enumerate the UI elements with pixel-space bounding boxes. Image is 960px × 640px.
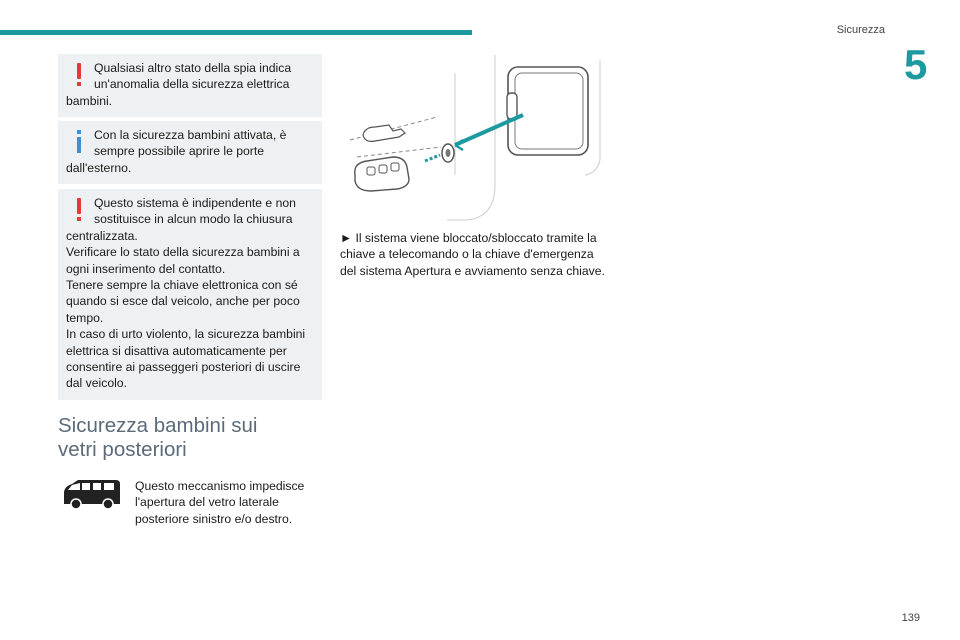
warning-note-line: Questo sistema è indipendente e non sostituisce in alcun modo la chiusura centralizzata. <box>66 196 296 243</box>
warning-note-line: Tenere sempre la chiave elettronica con sé quando si esce dal veicolo, anche per poco tempo. <box>66 278 300 325</box>
chapter-number: 5 <box>904 41 928 88</box>
warning-icon <box>66 195 94 227</box>
info-icon <box>66 127 94 159</box>
warning-note-line: Verificare lo stato della sicurezza bambini a ogni inserimento del contatto. <box>66 245 300 276</box>
warning-note-1 <box>58 54 322 117</box>
warning-note-line: In caso di urto violento, la sicurezza bambini elettrica si disattiva automaticamente per consentire ai passeggeri posteriori di uscire dal veicolo. <box>66 327 306 391</box>
page-number: 139 <box>901 612 920 624</box>
section-title-line: Sicurezza bambini sui <box>58 414 258 437</box>
info-note <box>58 121 322 184</box>
warning-note-text: Qualsiasi altro stato della spia indica un'anomalia della sicurezza elettrica bambini. <box>66 61 292 108</box>
van-window-icon <box>62 478 122 510</box>
header-accent-bar <box>0 30 472 35</box>
chapter-title: Sicurezza <box>836 24 885 36</box>
section-title-line: vetri posteriori <box>58 438 187 461</box>
section-description: Questo meccanismo impedisce l'apertura del vetro laterale posteriore sinistro e/o destro. <box>135 479 305 526</box>
info-note-text: Con la sicurezza bambini attivata, è sempre possibile aprire le porte dall'esterno. <box>66 128 287 175</box>
instruction-text: ► Il sistema viene bloccato/sbloccato tramite la chiave a telecomando o la chiave d'emergenza del sistema Apertura e avviamento senza chiave. <box>340 231 605 278</box>
warning-icon <box>66 60 94 92</box>
door-lock-illustration <box>345 55 610 225</box>
warning-note-2 <box>58 189 322 400</box>
section-title <box>58 414 328 462</box>
